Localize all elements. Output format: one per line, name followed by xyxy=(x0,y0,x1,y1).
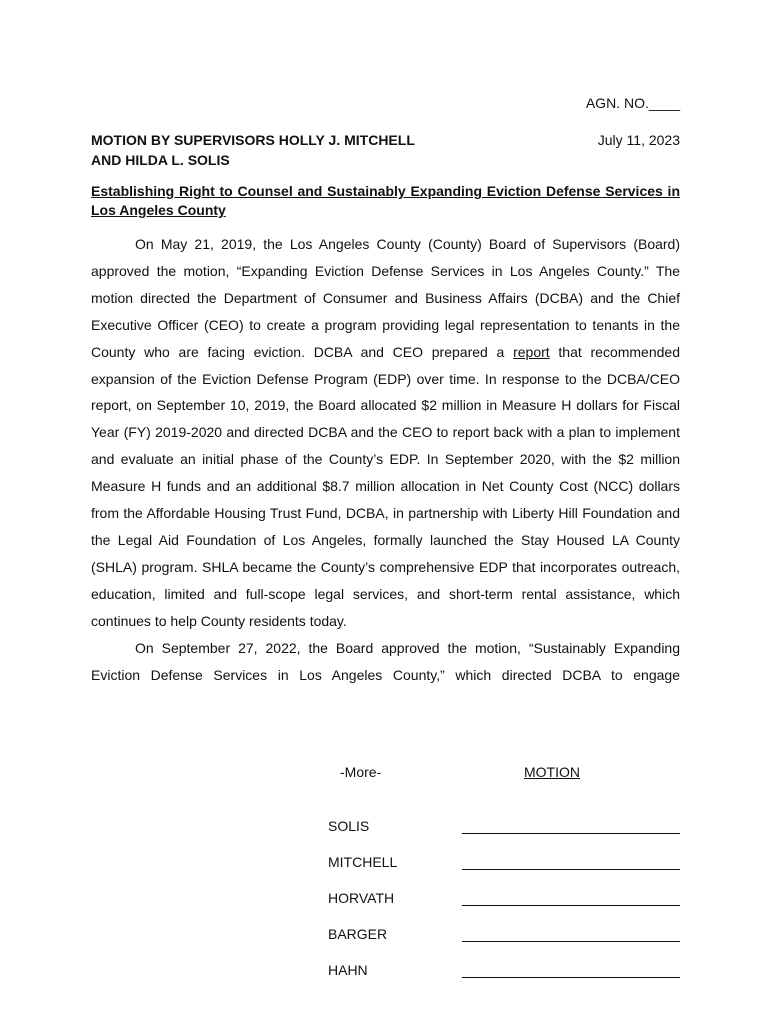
agenda-number: AGN. NO.____ xyxy=(585,95,680,111)
vote-row-solis xyxy=(328,800,680,836)
motion-sponsors-line-1: MOTION BY SUPERVISORS HOLLY J. MITCHELL xyxy=(91,132,415,148)
motion-date: July 11, 2023 xyxy=(597,132,680,148)
vote-signature-line xyxy=(462,819,680,834)
vote-table xyxy=(328,800,680,980)
motion-vote-heading: MOTION xyxy=(524,764,580,780)
vote-row-hahn xyxy=(328,944,680,980)
supervisor-name: HORVATH xyxy=(328,890,395,906)
body-paragraph-1 xyxy=(91,231,680,635)
vote-signature-line xyxy=(462,855,680,870)
supervisor-name: HAHN xyxy=(328,962,368,978)
report-link[interactable]: report xyxy=(513,343,550,360)
vote-signature-line xyxy=(462,963,680,978)
vote-row-horvath xyxy=(328,872,680,908)
body-paragraph-1-end: that recommended expansion of the Eviction Defense Program (EDP) over time. In response to the DCBA/CEO report, on September 10, 2019, the Board allocated $2 million in Measure H dollars for Fiscal Year (FY) 2019-2020 and directed DCBA and the CEO to report back with a plan to implement and evaluate an initial phase of the County’s EDP. In September 2020, with the $2 million Measure H funds and an additional $8.7 million allocation in Net County Cost (NCC) dollars from the Affordable Housing Trust Fund, DCBA, in partnership with Liberty Hill Foundation and the Legal Aid Foundation of Los Angeles, formally launched the Stay Housed LA County (SHLA) program. SHLA became the County’s comprehensive EDP that incorporates outreach, education, limited and full-scope legal services, and short-term rental assistance, which continues to help County residents today. xyxy=(91,343,680,629)
motion-subject: Establishing Right to Counsel and Sustainably Expanding Eviction Defense Services in Los Angeles County xyxy=(91,183,680,218)
supervisor-name: BARGER xyxy=(328,926,388,942)
more-indicator: -More- xyxy=(340,764,382,780)
vote-row-mitchell xyxy=(328,836,680,872)
vote-signature-line xyxy=(462,927,680,942)
supervisor-name: SOLIS xyxy=(328,818,370,834)
body-paragraph-1-start: On May 21, 2019, the Los Angeles County (County) Board of Supervisors (Board) approved the motion, “Expanding Eviction Defense Services in Los Angeles County.” The motion directed the Department of Consumer and Business Affairs (DCBA) and the Chief Executive Officer (CEO) to create a program providing legal representation to tenants in the County who are facing eviction. DCBA and CEO prepared a xyxy=(91,236,680,360)
vote-row-barger xyxy=(328,908,680,944)
motion-sponsors xyxy=(91,130,415,170)
vote-signature-line xyxy=(462,891,680,906)
motion-body xyxy=(91,231,680,688)
supervisor-name: MITCHELL xyxy=(328,854,398,870)
body-paragraph-2: On September 27, 2022, the Board approved the motion, “Sustainably Expanding Eviction Defense Services in Los Angeles County,” which directed DCBA to engage xyxy=(91,639,680,683)
motion-header xyxy=(91,130,680,170)
motion-sponsors-line-2: AND HILDA L. SOLIS xyxy=(91,152,230,168)
